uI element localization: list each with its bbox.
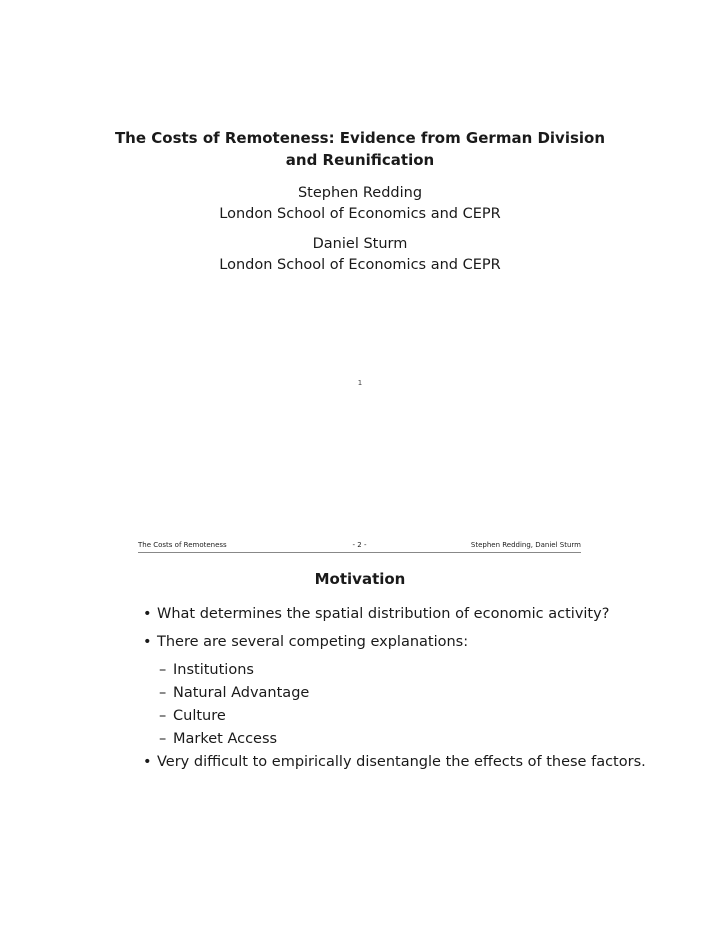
dash-mark: – bbox=[159, 708, 167, 724]
page-number: 1 bbox=[357, 379, 363, 387]
bullet-item bbox=[143, 751, 646, 774]
sub-item-text: Culture bbox=[173, 708, 226, 724]
bullet-text: What determines the spatial distribution of economic activity? bbox=[157, 606, 610, 622]
running-header bbox=[138, 540, 581, 553]
author-block-1 bbox=[0, 183, 720, 225]
title-line-2: and Reunification bbox=[285, 151, 435, 169]
sub-item-text: Institutions bbox=[173, 662, 254, 678]
paper-title bbox=[0, 127, 720, 171]
section-heading: Motivation bbox=[314, 570, 406, 588]
bullet-text: There are several competing explanations: bbox=[157, 634, 469, 650]
author-block-2 bbox=[0, 234, 720, 276]
bullet-list bbox=[143, 603, 646, 774]
dash-mark: – bbox=[159, 685, 167, 701]
author-affiliation: London School of Economics and CEPR bbox=[219, 257, 501, 273]
bullet-mark: • bbox=[143, 606, 152, 622]
bullet-item bbox=[143, 631, 613, 654]
running-header-page: - 2 - bbox=[352, 541, 367, 549]
author-affiliation: London School of Economics and CEPR bbox=[219, 206, 501, 222]
bullet-item bbox=[143, 603, 613, 626]
sub-item bbox=[159, 682, 613, 705]
sub-item-text: Market Access bbox=[173, 731, 278, 747]
bullet-text: Very difficult to empirically disentangle the effects of these factors. bbox=[157, 754, 646, 770]
title-line-1: The Costs of Remoteness: Evidence from German Division bbox=[114, 129, 606, 147]
bullet-mark: • bbox=[143, 634, 152, 650]
sub-item-text: Natural Advantage bbox=[173, 685, 310, 701]
running-header-authors: Stephen Redding, Daniel Sturm bbox=[470, 541, 581, 549]
author-name: Daniel Sturm bbox=[312, 236, 408, 252]
dash-mark: – bbox=[159, 731, 167, 747]
sub-item bbox=[159, 705, 613, 728]
author-name: Stephen Redding bbox=[297, 185, 423, 201]
sub-item bbox=[159, 659, 613, 682]
dash-mark: – bbox=[159, 662, 167, 678]
running-header-title: The Costs of Remoteness bbox=[138, 541, 227, 549]
bullet-mark: • bbox=[143, 754, 152, 770]
sub-list bbox=[143, 659, 613, 751]
sub-item bbox=[159, 728, 613, 751]
